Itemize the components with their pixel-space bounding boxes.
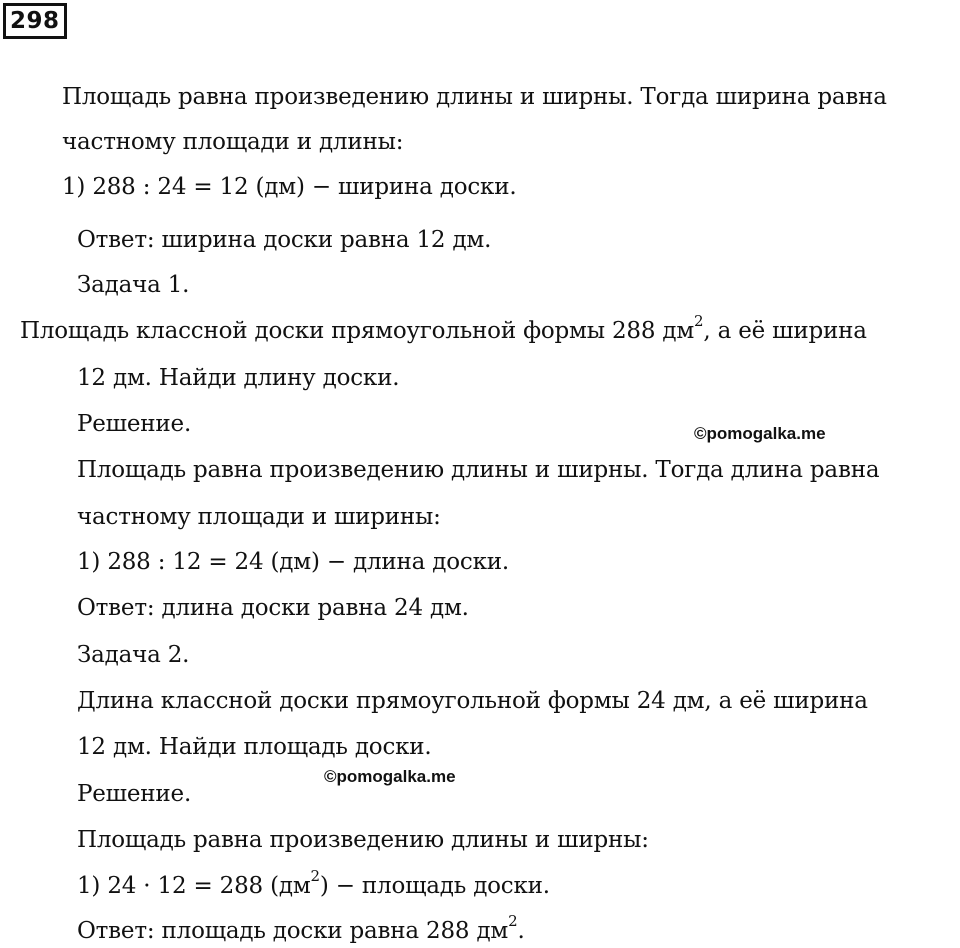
- text-line: Задача 1.: [77, 272, 190, 298]
- text-line: [77, 912, 525, 946]
- text-line: Ответ: длина доски равна 24 дм.: [77, 595, 469, 621]
- superscript: 2: [310, 867, 320, 886]
- text-segment: 1) 24 · 12 = 288 (дм: [77, 873, 311, 899]
- text-line: частному площади и длины:: [62, 129, 404, 155]
- text-line: частному площади и ширины:: [77, 504, 441, 530]
- text-line: 12 дм. Найди длину доски.: [77, 365, 400, 391]
- text-line: Площадь равна произведению длины и ширны:: [77, 827, 649, 853]
- text-line: Ответ: ширина доски равна 12 дм.: [77, 227, 492, 253]
- text-segment: Площадь классной доски прямоугольной формы 288 дм: [20, 318, 695, 344]
- text-line: Площадь равна произведению длины и ширны. Тогда длина равна: [77, 457, 880, 483]
- watermark: ©pomogalka.me: [324, 767, 456, 786]
- text-line: 12 дм. Найди площадь доски.: [77, 734, 432, 760]
- text-line: 1) 288 : 24 = 12 (дм) − ширина доски.: [62, 174, 517, 200]
- superscript: 2: [694, 312, 704, 331]
- text-segment: .: [517, 918, 525, 944]
- text-line: [77, 867, 550, 901]
- exercise-number: 298: [3, 3, 67, 39]
- text-line: Длина классной доски прямоугольной формы 24 дм, а её ширина: [77, 688, 868, 714]
- text-segment: ) − площадь доски.: [319, 873, 550, 899]
- text-line: 1) 288 : 12 = 24 (дм) − длина доски.: [77, 549, 509, 575]
- text-line: Решение.: [77, 411, 192, 437]
- superscript: 2: [508, 912, 518, 931]
- watermark: ©pomogalka.me: [694, 424, 826, 443]
- text-line: Задача 2.: [77, 642, 190, 668]
- text-segment: Ответ: площадь доски равна 288 дм: [77, 918, 509, 944]
- text-line: Площадь равна произведению длины и ширны. Тогда ширина равна: [62, 84, 887, 110]
- text-segment: , а её ширина: [703, 318, 867, 344]
- text-line: Решение.: [77, 781, 192, 807]
- text-line: [20, 312, 867, 346]
